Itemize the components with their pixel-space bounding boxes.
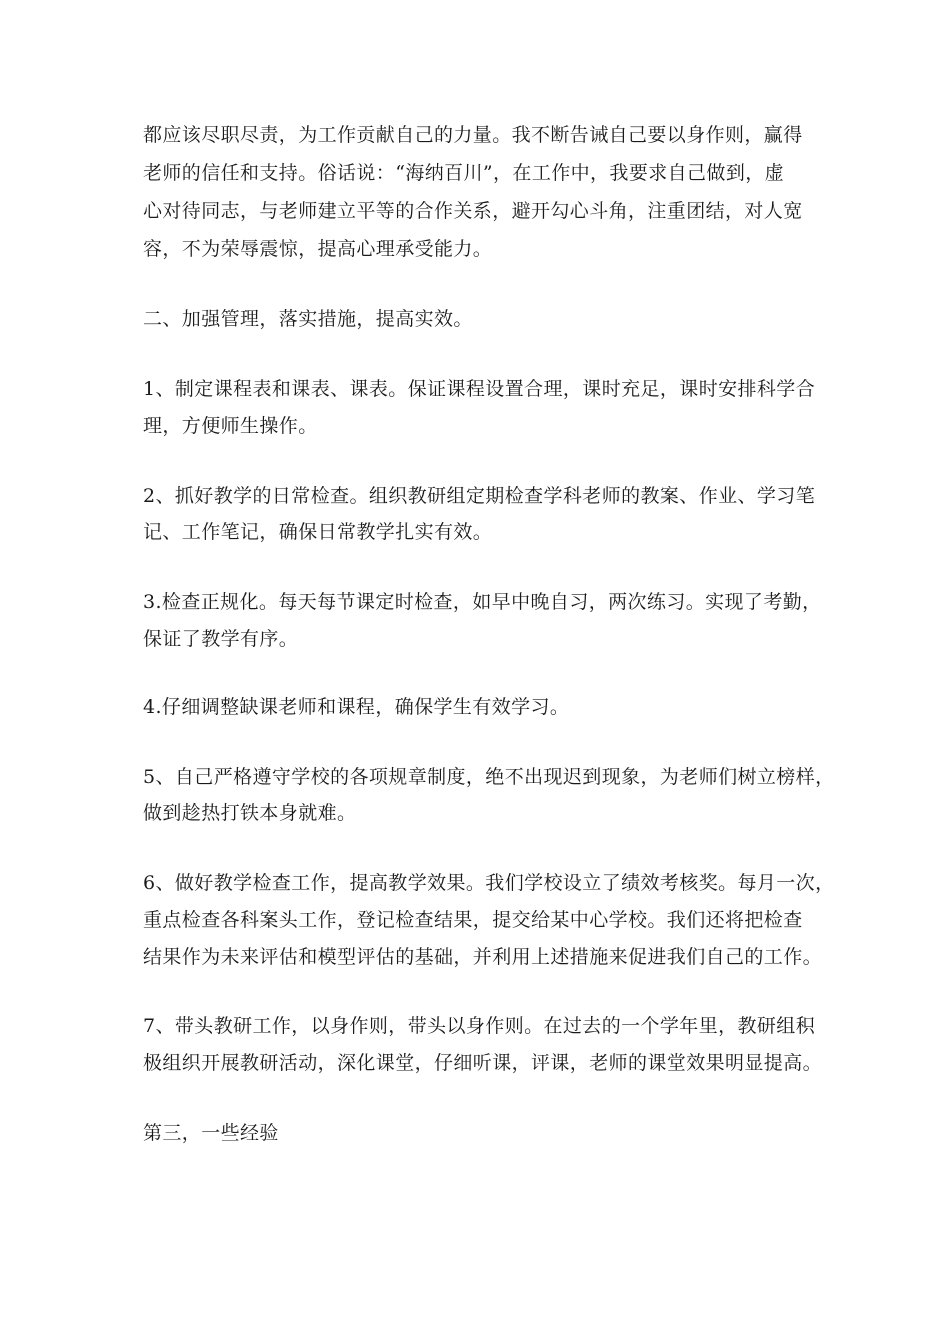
item-7-line-2: 极组织开展教研活动，深化课堂，仔细听课，评课，老师的课堂效果明显提高。 bbox=[143, 1052, 823, 1074]
item-1-line-2: 理，方便师生操作。 bbox=[143, 415, 318, 437]
item-6-line-1: 6、做好教学检查工作，提高教学效果。我们学校设立了绩效考核奖。每月一次， bbox=[143, 872, 835, 894]
item-5-line-2: 做到趁热打铁本身就难。 bbox=[143, 802, 357, 824]
paragraph-1-line-4: 容，不为荣辱震惊，提高心理承受能力。 bbox=[143, 238, 493, 260]
item-5-line-1: 5、自己严格遵守学校的各项规章制度，绝不出现迟到现象，为老师们树立榜样， bbox=[143, 766, 835, 788]
paragraph-1-line-2: 老师的信任和支持。俗话说：“海纳百川”，在工作中，我要求自己做到，虚 bbox=[143, 162, 785, 184]
item-7-line-1: 7、带头教研工作，以身作则，带头以身作则。在过去的一个学年里，教研组积 bbox=[143, 1015, 816, 1037]
item-2-line-1: 2、抓好教学的日常检查。组织教研组定期检查学科老师的教案、作业、学习笔 bbox=[143, 485, 816, 507]
item-3-line-2: 保证了教学有序。 bbox=[143, 628, 299, 650]
section-heading-3: 第三，一些经验 bbox=[143, 1122, 279, 1144]
item-3-line-1: 3.检查正规化。每天每节课定时检查，如早中晚自习，两次练习。实现了考勤， bbox=[143, 591, 822, 613]
paragraph-1-line-3: 心对待同志，与老师建立平等的合作关系，避开勾心斗角，注重团结，对人宽 bbox=[143, 200, 803, 222]
section-heading-2: 二、加强管理，落实措施，提高实效。 bbox=[143, 308, 473, 330]
paragraph-1-line-1: 都应该尽职尽责，为工作贡献自己的力量。我不断告诫自己要以身作则，赢得 bbox=[143, 124, 803, 146]
item-6-line-2: 重点检查各科案头工作，登记检查结果，提交给某中心学校。我们还将把检查 bbox=[143, 909, 803, 931]
item-6-line-3: 结果作为未来评估和模型评估的基础，并利用上述措施来促进我们自己的工作。 bbox=[143, 946, 823, 968]
item-1-line-1: 1、制定课程表和课表、课表。保证课程设置合理，课时充足，课时安排科学合 bbox=[143, 378, 816, 400]
item-4-line-1: 4.仔细调整缺课老师和课程，确保学生有效学习。 bbox=[143, 696, 570, 718]
item-2-line-2: 记、工作笔记，确保日常教学扎实有效。 bbox=[143, 521, 493, 543]
